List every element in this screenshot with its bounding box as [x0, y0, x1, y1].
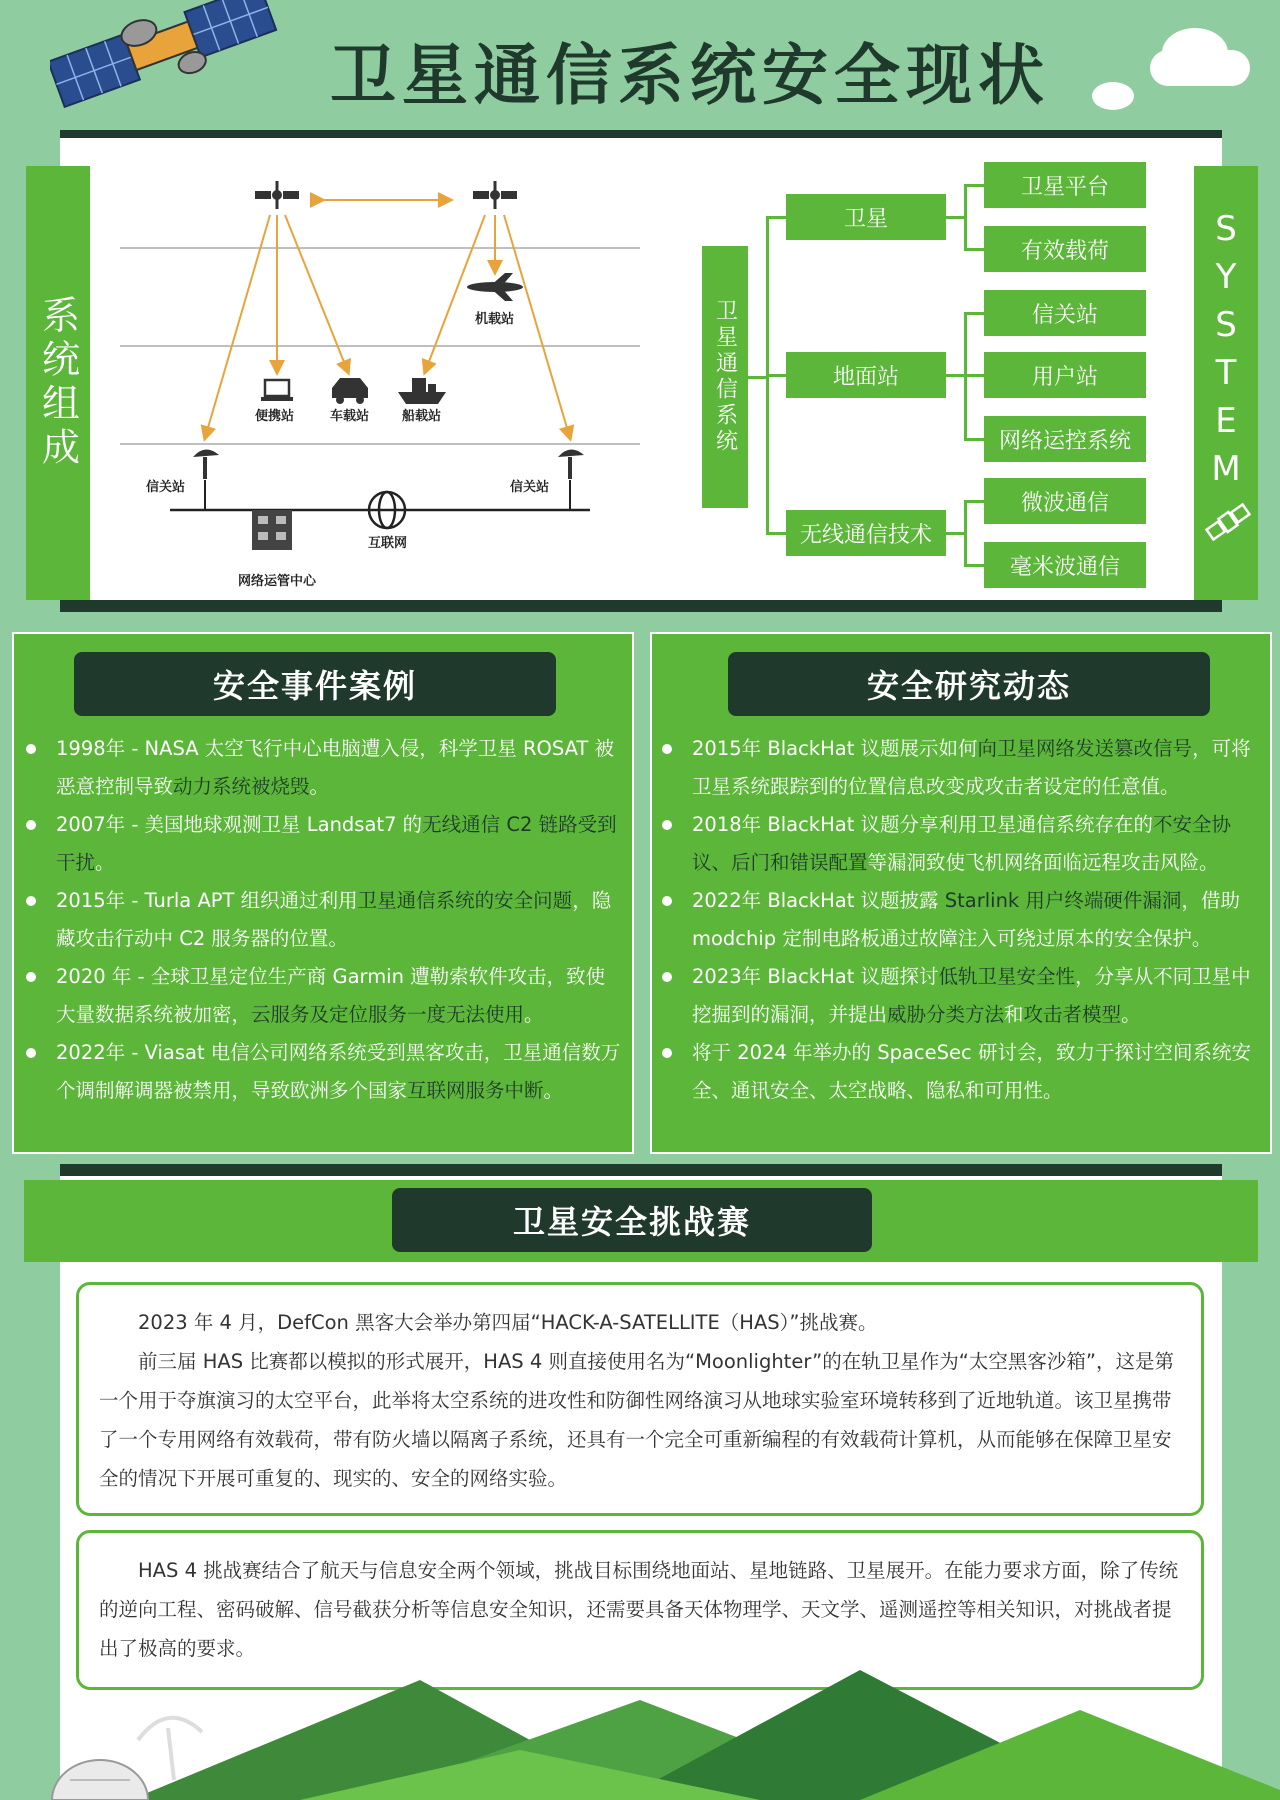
satellite-right-icon: [473, 181, 517, 209]
satellite-dish-icon: [138, 1718, 202, 1780]
list-item: 2015年 - Turla APT 组织通过利用卫星通信系统的安全问题，隐藏攻击行动中 C2 服务器的位置。: [26, 882, 622, 958]
tree-leaf-satellite-platform: 卫星平台: [984, 162, 1146, 208]
car-icon: [332, 378, 368, 404]
system-en-tab: SYSTEM: [1194, 166, 1258, 600]
satellite-icon: [1204, 498, 1252, 546]
list-item: 2023年 BlackHat 议题探讨低轨卫星安全性，分享从不同卫星中挖掘到的漏洞，并提出威胁分类方法和攻击者模型。: [662, 958, 1262, 1034]
list-item: 1998年 - NASA 太空飞行中心电脑遭入侵，科学卫星 ROSAT 被恶意控制导致动力系统被烧毁。: [26, 730, 622, 806]
svg-text:机载站: 机载站: [475, 312, 515, 327]
incidents-list: [26, 730, 622, 1110]
svg-text:信关站: 信关站: [146, 480, 186, 495]
gateway-dish-right-icon: [558, 449, 584, 479]
tree-leaf-payload: 有效载荷: [984, 226, 1146, 272]
list-item: 2018年 BlackHat 议题分享利用卫星通信系统存在的不安全协议、后门和错误配置等漏洞致使飞机网络面临远程攻击风险。: [662, 806, 1262, 882]
satellite-illustration: [50, 0, 290, 120]
tree-leaf-mmwave: 毫米波通信: [984, 542, 1146, 588]
list-item: 将于 2024 年举办的 SpaceSec 研讨会，致力于探讨空间系统安全、通讯安全、太空战略、隐私和可用性。: [662, 1034, 1262, 1110]
challenge-paragraph: HAS 4 挑战赛结合了航天与信息安全两个领域，挑战目标围绕地面站、星地链路、卫星展开。在能力要求方面，除了传统的逆向工程、密码破解、信号截获分析等信息安全知识，还需要具备天体物理学、天文学、遥测遥控等相关知识，对挑战者提出了极高的要求。: [99, 1559, 1179, 1660]
tree-leaf-network-ops: 网络运控系统: [984, 416, 1146, 462]
section-divider: [60, 600, 1222, 612]
research-heading: 安全研究动态: [728, 652, 1210, 716]
svg-text:信关站: 信关站: [510, 480, 550, 495]
research-list: [662, 730, 1262, 1110]
gateway-dish-left-icon: [193, 449, 219, 479]
challenge-text-box-1: [76, 1282, 1204, 1516]
tree-branch-satellite: 卫星: [786, 194, 946, 240]
system-composition-tab: 系统组成: [26, 166, 90, 600]
page-title: 卫星通信系统安全现状: [330, 37, 1050, 114]
cloud-decoration: [1150, 50, 1250, 86]
observatory-icon: [52, 1760, 148, 1800]
laptop-icon: [261, 380, 293, 401]
list-item: 2007年 - 美国地球观测卫星 Landsat7 的无线通信 C2 链路受到干扰。: [26, 806, 622, 882]
ship-icon: [398, 378, 446, 404]
list-item: 2020 年 - 全球卫星定位生产商 Garmin 遭勒索软件攻击，致使大量数据系统被加密，云服务及定位服务一度无法使用。: [26, 958, 622, 1034]
svg-text:车载站: 车载站: [330, 409, 370, 424]
svg-text:便携站: 便携站: [255, 409, 295, 424]
tree-leaf-user-station: 用户站: [984, 352, 1146, 398]
challenge-heading: 卫星安全挑战赛: [392, 1188, 872, 1252]
tree-leaf-gateway: 信关站: [984, 290, 1146, 336]
section-divider: [60, 1164, 1222, 1176]
svg-text:船载站: 船载站: [402, 409, 442, 424]
svg-text:互联网: 互联网: [368, 536, 408, 551]
tree-branch-ground-station: 地面站: [786, 352, 946, 398]
airplane-icon: [467, 273, 523, 301]
list-item: 2015年 BlackHat 议题展示如何向卫星网络发送篡改信号，可将卫星系统跟踪到的位置信息改变成攻击者设定的任意值。: [662, 730, 1262, 806]
tree-branch-wireless: 无线通信技术: [786, 510, 946, 556]
incidents-panel: [12, 632, 634, 1154]
network-diagram: [110, 160, 650, 600]
research-panel: [650, 632, 1272, 1154]
svg-text:网络运管中心: 网络运管中心: [238, 574, 317, 589]
tree-leaf-microwave: 微波通信: [984, 478, 1146, 524]
list-item: 2022年 - Viasat 电信公司网络系统受到黑客攻击，卫星通信数万个调制解调器被禁用，导致欧洲多个国家互联网服务中断。: [26, 1034, 622, 1110]
satellite-left-icon: [255, 181, 299, 209]
challenge-paragraph: 2023 年 4 月，DefCon 黑客大会举办第四届“HACK-A-SATELLITE（HAS）”挑战赛。: [138, 1311, 878, 1334]
globe-icon: [369, 492, 405, 528]
tree-root: 卫星通信系统: [702, 246, 748, 508]
mountains-illustration: [0, 1640, 1280, 1800]
incidents-heading: 安全事件案例: [74, 652, 556, 716]
list-item: 2022年 BlackHat 议题披露 Starlink 用户终端硬件漏洞，借助 modchip 定制电路板通过故障注入可绕过原本的安全保护。: [662, 882, 1262, 958]
challenge-paragraph: 前三届 HAS 比赛都以模拟的形式展开，HAS 4 则直接使用名为“Moonlighter”的在轨卫星作为“太空黑客沙箱”，这是第一个用于夺旗演习的太空平台，此举将太空系统的进攻性和防御性网络演习从地球实验室环境转移到了近地轨道。该卫星携带了一个专用网络有效载荷，带有防火墙以隔离子系统，还具有一个完全可重新编程的有效载荷计算机，从而能够在保障卫星安全的情况下开展可重复的、现实的、安全的网络实验。: [99, 1350, 1174, 1490]
cloud-decoration: [1092, 82, 1134, 110]
server-building-icon: [252, 510, 292, 550]
